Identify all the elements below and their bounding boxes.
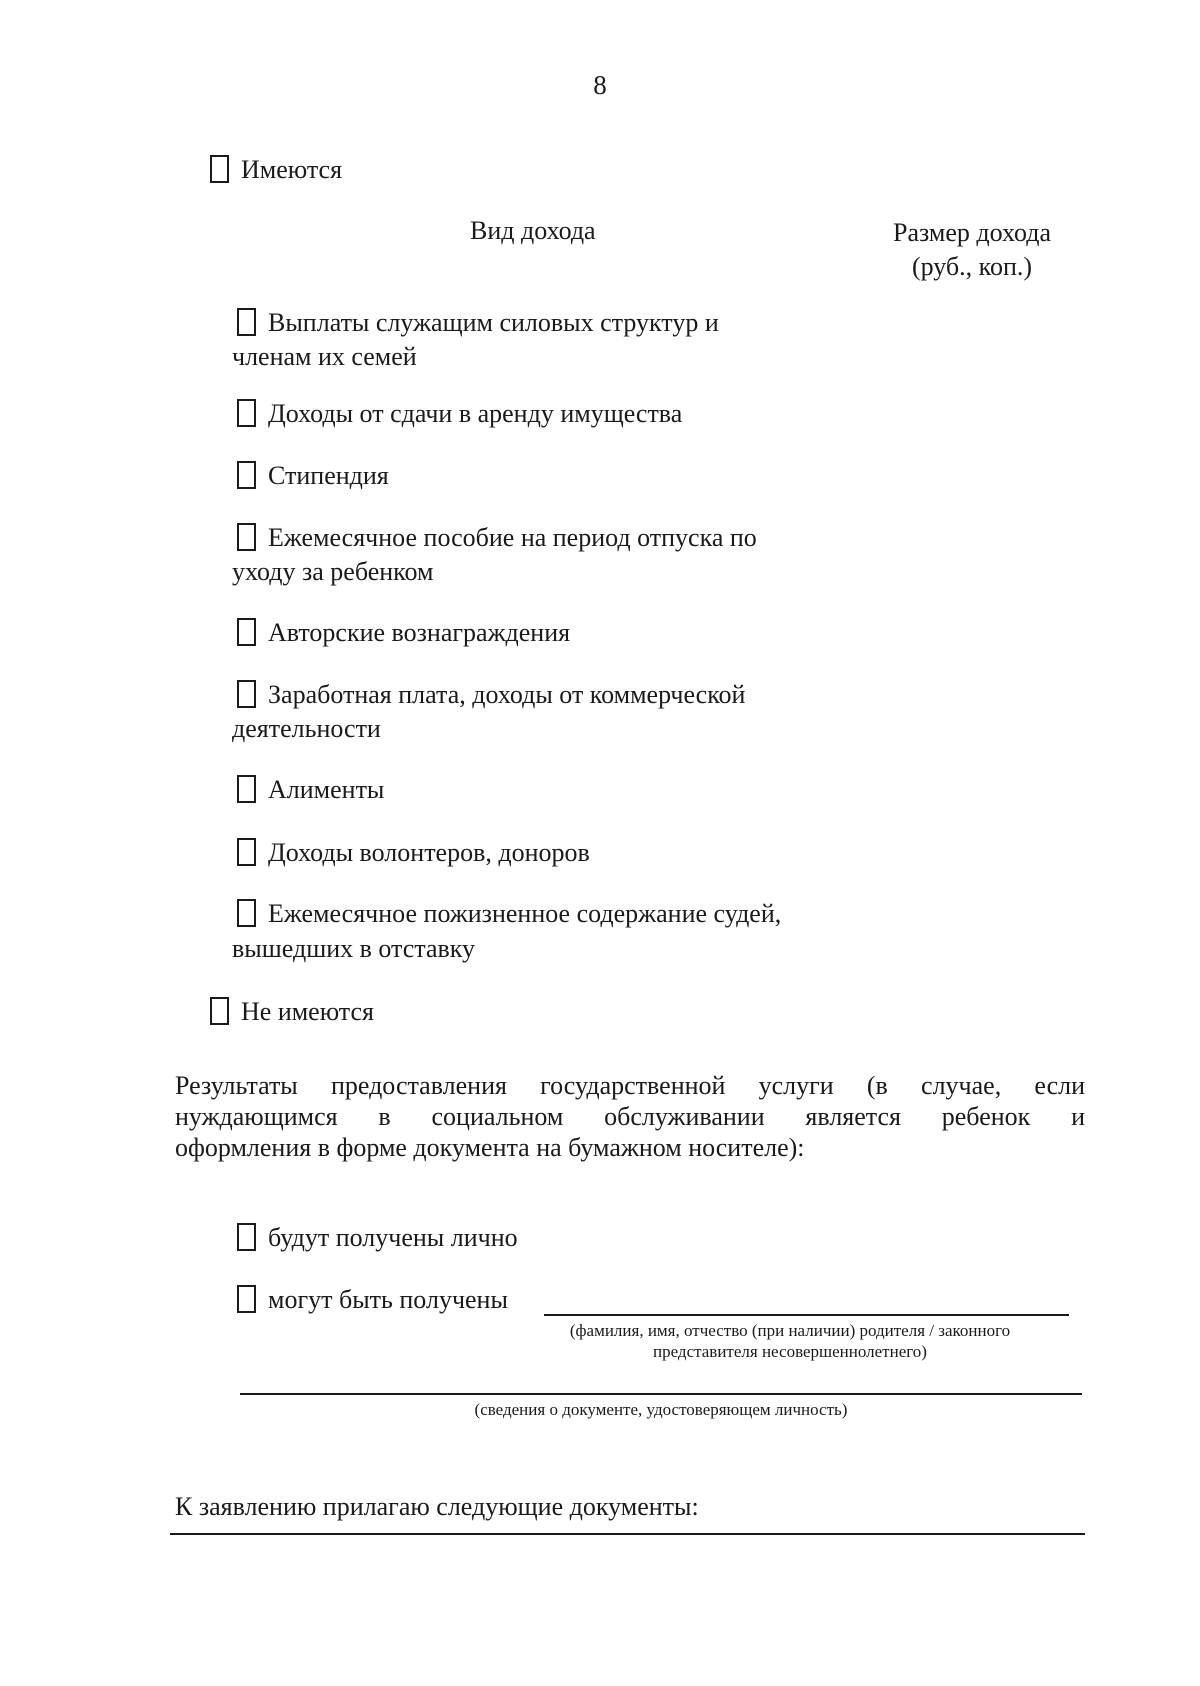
income-absent-checkbox[interactable] — [210, 997, 229, 1025]
receive-by-representative-checkbox[interactable] — [237, 1285, 256, 1313]
results-paragraph-line: Результаты предоставления государственной услуги (в случае, если — [175, 1071, 1085, 1100]
income-item-label-continued: уходу за ребенком — [232, 557, 434, 586]
income-item-salary[interactable] — [237, 678, 745, 712]
income-type-header: Вид дохода — [470, 216, 596, 245]
attachments-label: К заявлению прилагаю следующие документы: — [175, 1492, 699, 1521]
receive-personally-label: будут получены лично — [268, 1223, 518, 1252]
income-item-checkbox[interactable] — [237, 618, 256, 646]
income-amount-header — [862, 216, 1082, 284]
income-absent-option[interactable] — [210, 995, 374, 1029]
income-item-stipend[interactable] — [237, 459, 389, 493]
income-item-checkbox[interactable] — [237, 680, 256, 708]
income-item-label: Ежемесячное пособие на период отпуска по — [268, 523, 757, 552]
results-paragraph — [175, 1070, 1085, 1163]
income-item-checkbox[interactable] — [237, 775, 256, 803]
representative-name-caption — [510, 1320, 1070, 1362]
income-amount-header-line1: Размер дохода — [892, 218, 1051, 247]
income-item-volunteers[interactable] — [237, 836, 590, 870]
income-item-checkbox[interactable] — [237, 399, 256, 427]
representative-name-caption-line1: (фамилия, имя, отчество (при наличии) родителя / законного — [569, 1321, 1011, 1340]
representative-name-caption-line2: представителя несовершеннолетнего) — [653, 1342, 927, 1361]
income-amount-header-line2: (руб., коп.) — [911, 252, 1033, 281]
income-item-alimony[interactable] — [237, 773, 384, 807]
income-item-label: Авторские вознаграждения — [268, 618, 571, 647]
income-item-label: Заработная плата, доходы от коммерческой — [268, 680, 746, 709]
income-item-checkbox[interactable] — [237, 899, 256, 927]
page-number: 8 — [593, 70, 607, 100]
representative-name-field-line[interactable] — [544, 1314, 1069, 1316]
income-item-checkbox[interactable] — [237, 461, 256, 489]
income-item-rent[interactable] — [237, 397, 682, 431]
results-paragraph-line: нуждающимся в социальном обслуживании является ребенок и — [175, 1102, 1085, 1131]
identity-document-caption: (сведения о документе, удостоверяющем личность) — [474, 1400, 848, 1419]
income-item-label-continued: членам их семей — [232, 342, 417, 371]
income-item-label: Стипендия — [268, 461, 389, 490]
income-item-security-payments[interactable] — [237, 306, 719, 340]
income-item-checkbox[interactable] — [237, 523, 256, 551]
income-item-royalties[interactable] — [237, 616, 570, 650]
income-item-label: Ежемесячное пожизненное содержание судей, — [268, 899, 782, 928]
income-item-label: Доходы волонтеров, доноров — [268, 838, 590, 867]
income-absent-label: Не имеются — [241, 997, 374, 1026]
income-item-label-continued: деятельности — [232, 714, 381, 743]
identity-document-field-line[interactable] — [240, 1393, 1082, 1395]
income-item-judges-allowance[interactable] — [237, 897, 781, 931]
income-item-label: Доходы от сдачи в аренду имущества — [268, 399, 683, 428]
attachments-field-line[interactable] — [170, 1533, 1085, 1535]
income-item-checkbox[interactable] — [237, 308, 256, 336]
results-paragraph-line: оформления в форме документа на бумажном носителе): — [175, 1133, 805, 1162]
receive-personally-checkbox[interactable] — [237, 1223, 256, 1251]
income-present-checkbox[interactable] — [210, 155, 229, 183]
income-item-label: Выплаты служащим силовых структур и — [268, 308, 719, 337]
income-item-label: Алименты — [268, 775, 385, 804]
receive-by-representative-option[interactable] — [237, 1283, 508, 1317]
income-item-childcare-benefit[interactable] — [237, 521, 757, 555]
receive-by-representative-label: могут быть получены — [268, 1285, 508, 1314]
income-present-option[interactable] — [210, 153, 342, 187]
income-present-label: Имеются — [241, 155, 343, 184]
receive-personally-option[interactable] — [237, 1221, 518, 1255]
income-item-label-continued: вышедших в отставку — [232, 934, 476, 963]
income-item-checkbox[interactable] — [237, 838, 256, 866]
